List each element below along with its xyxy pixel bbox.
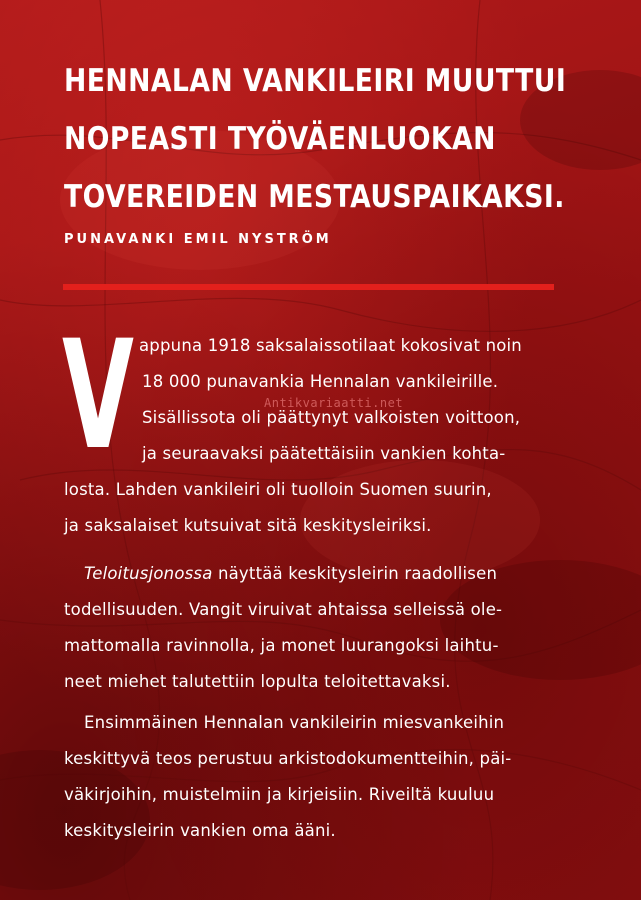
body-line: mattomalla ravinnolla, ja monet luurangoksi laihtu- <box>64 636 499 655</box>
body-line: 18 000 punavankia Hennalan vankileirille. <box>142 372 499 391</box>
body-line-rest: näyttää keskitysleirin raadollisen <box>212 564 498 583</box>
divider-rule <box>63 284 554 290</box>
body-line: keskittyvä teos perustuu arkistodokumentteihin, päi- <box>64 749 512 768</box>
pull-quote <box>64 52 584 226</box>
book-title: Teloitusjonossa <box>84 564 213 583</box>
body-line: Sisällissota oli päättynyt valkoisten voittoon, <box>142 408 521 427</box>
body-line <box>84 563 497 585</box>
pull-quote-line: TOVEREIDEN MESTAUSPAIKAKSI. <box>64 179 565 215</box>
body-line: väkirjoihin, muistelmiin ja kirjeisiin. Riveiltä kuuluu <box>64 785 495 804</box>
drop-cap: V <box>62 309 134 483</box>
watermark-text: Antikvariaatti.net <box>264 396 404 410</box>
body-line: neet miehet talutettiin lopulta teloitettavaksi. <box>64 672 451 691</box>
quote-attribution: PUNAVANKI EMIL NYSTRÖM <box>64 232 332 247</box>
body-line: losta. Lahden vankileiri oli tuolloin Suomen suurin, <box>64 480 492 499</box>
body-line: ja saksalaiset kutsuivat sitä keskitysleiriksi. <box>64 516 432 535</box>
pull-quote-line: NOPEASTI TYÖVÄENLUOKAN <box>64 121 496 157</box>
body-line: ja seuraavaksi päätettäisiin vankien kohta- <box>142 444 506 463</box>
body-line: Ensimmäinen Hennalan vankileirin miesvankeihin <box>84 713 505 732</box>
pull-quote-line: HENNALAN VANKILEIRI MUUTTUI <box>64 63 567 99</box>
body-line: keskitysleirin vankien oma ääni. <box>64 821 336 840</box>
body-line: appuna 1918 saksalaissotilaat kokosivat noin <box>139 336 522 355</box>
body-line: todellisuuden. Vangit viruivat ahtaissa selleissä ole- <box>64 600 503 619</box>
